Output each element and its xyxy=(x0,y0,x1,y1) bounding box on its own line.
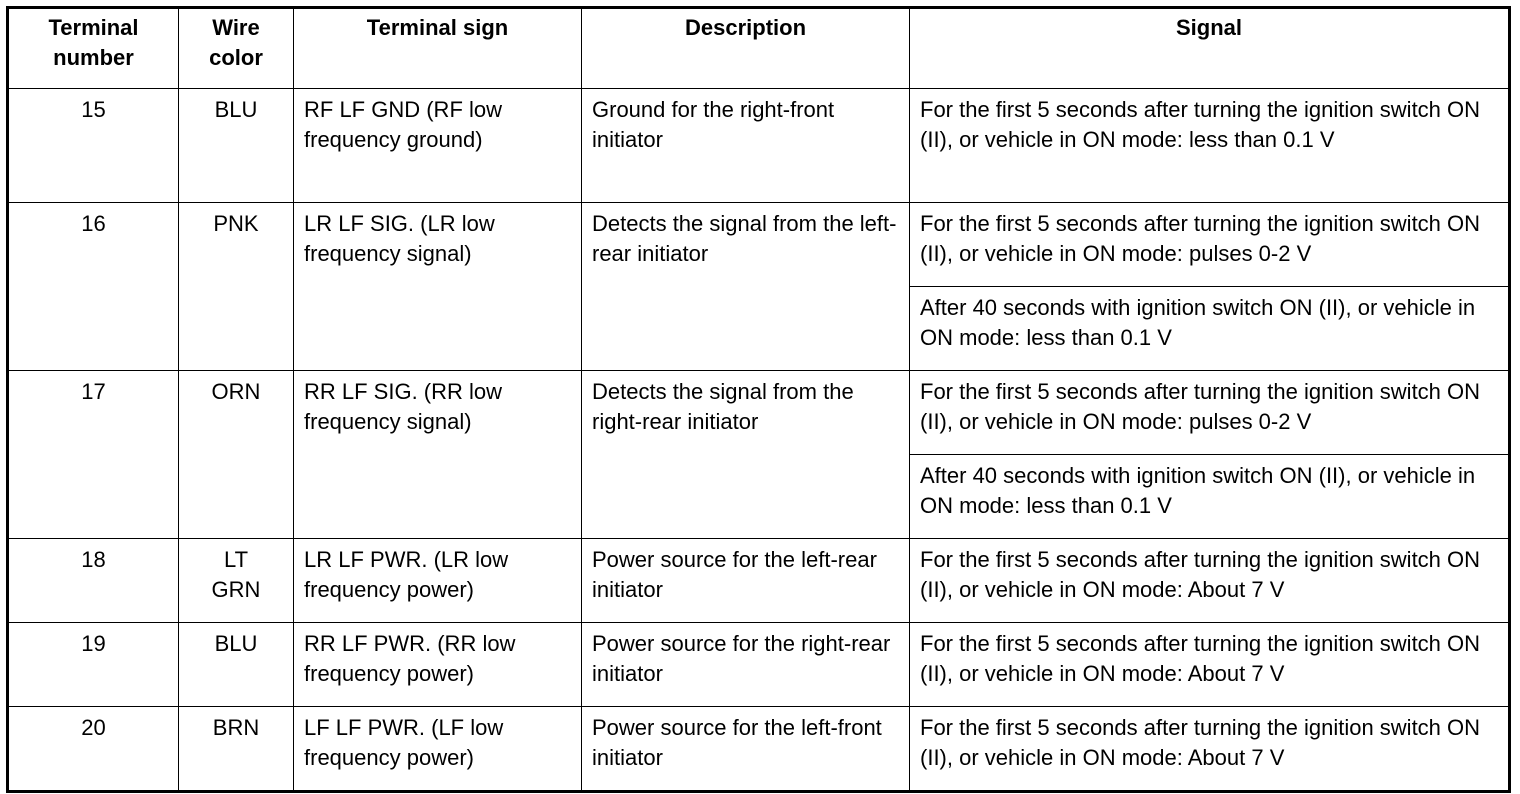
terminal-sign-cell: RF LF GND (RF low frequency ground) xyxy=(294,89,582,203)
table-row xyxy=(8,707,1510,792)
header-terminal-sign: Terminal sign xyxy=(294,8,582,89)
signal-cell: For the first 5 seconds after turning the ignition switch ON (II), or vehicle in ON mode: less than 0.1 V xyxy=(910,89,1510,203)
description-cell: Power source for the left-rear initiator xyxy=(582,539,910,623)
table-row xyxy=(8,623,1510,707)
terminal-number-cell: 15 xyxy=(8,89,179,203)
signal-cell: For the first 5 seconds after turning the ignition switch ON (II), or vehicle in ON mode: About 7 V xyxy=(910,623,1510,707)
header-wire-color: Wire color xyxy=(179,8,294,89)
description-cell: Detects the signal from the right-rear initiator xyxy=(582,371,910,539)
table-row xyxy=(8,539,1510,623)
signal-cell: After 40 seconds with ignition switch ON (II), or vehicle in ON mode: less than 0.1 V xyxy=(910,455,1510,539)
terminal-number-cell: 18 xyxy=(8,539,179,623)
description-cell: Detects the signal from the left-rear initiator xyxy=(582,203,910,371)
description-cell: Ground for the right-front initiator xyxy=(582,89,910,203)
description-cell: Power source for the right-rear initiator xyxy=(582,623,910,707)
terminal-sign-cell: LR LF SIG. (LR low frequency signal) xyxy=(294,203,582,371)
wire-color-cell: BLU xyxy=(179,623,294,707)
terminal-number-cell: 17 xyxy=(8,371,179,539)
wire-color-cell: BLU xyxy=(179,89,294,203)
table-row xyxy=(8,371,1510,455)
header-signal: Signal xyxy=(910,8,1510,89)
wire-color-cell: LT GRN xyxy=(179,539,294,623)
terminal-number-cell: 20 xyxy=(8,707,179,792)
terminal-sign-cell: LF LF PWR. (LF low frequency power) xyxy=(294,707,582,792)
wire-color-cell: ORN xyxy=(179,371,294,539)
signal-cell: After 40 seconds with ignition switch ON (II), or vehicle in ON mode: less than 0.1 V xyxy=(910,287,1510,371)
header-description: Description xyxy=(582,8,910,89)
header-row xyxy=(8,8,1510,89)
terminal-number-cell: 16 xyxy=(8,203,179,371)
terminal-sign-cell: LR LF PWR. (LR low frequency power) xyxy=(294,539,582,623)
description-cell: Power source for the left-front initiator xyxy=(582,707,910,792)
signal-cell: For the first 5 seconds after turning the ignition switch ON (II), or vehicle in ON mode: pulses 0-2 V xyxy=(910,203,1510,287)
header-terminal-number: Terminal number xyxy=(8,8,179,89)
wire-color-cell: PNK xyxy=(179,203,294,371)
signal-cell: For the first 5 seconds after turning the ignition switch ON (II), or vehicle in ON mode: pulses 0-2 V xyxy=(910,371,1510,455)
terminal-number-cell: 19 xyxy=(8,623,179,707)
signal-cell: For the first 5 seconds after turning the ignition switch ON (II), or vehicle in ON mode: About 7 V xyxy=(910,707,1510,792)
terminal-table xyxy=(6,6,1511,793)
wire-color-cell: BRN xyxy=(179,707,294,792)
table-row xyxy=(8,203,1510,287)
terminal-sign-cell: RR LF SIG. (RR low frequency signal) xyxy=(294,371,582,539)
signal-cell: For the first 5 seconds after turning the ignition switch ON (II), or vehicle in ON mode: About 7 V xyxy=(910,539,1510,623)
table-row xyxy=(8,89,1510,203)
terminal-sign-cell: RR LF PWR. (RR low frequency power) xyxy=(294,623,582,707)
